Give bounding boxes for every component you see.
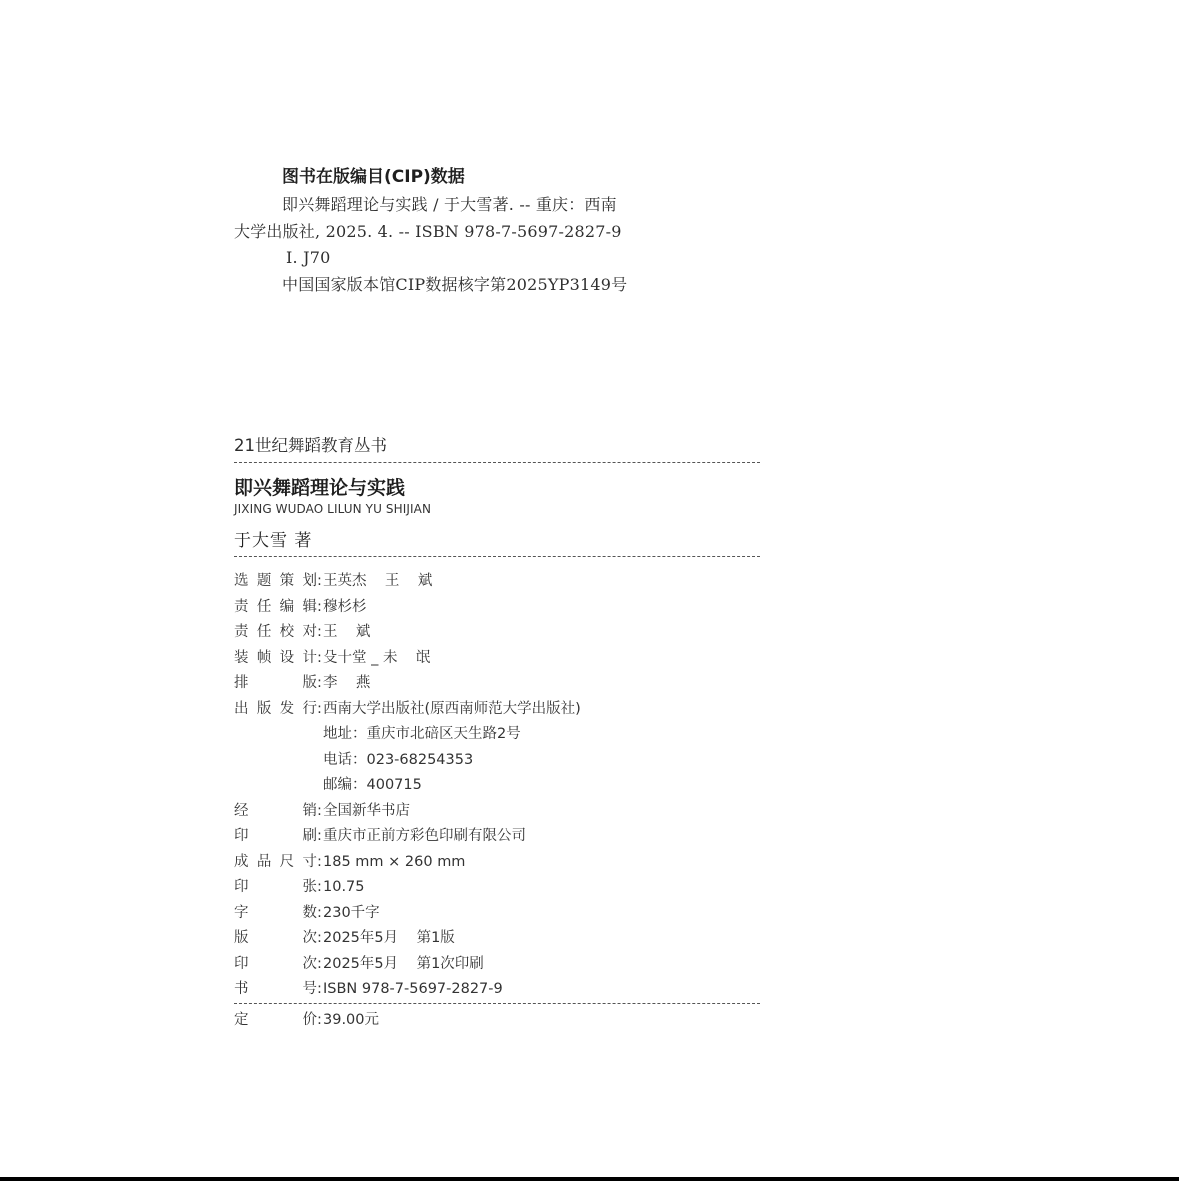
detail-value: 殳十堂 _ 未 氓: [323, 649, 431, 666]
imprint-details: [234, 569, 760, 1003]
cip-line-2: 大学出版社, 2025. 4. -- ISBN 978-7-5697-2827-9: [234, 221, 622, 241]
detail-value: 西南大学出版社(原西南师范大学出版社): [323, 700, 581, 717]
detail-label: 印 张: [234, 879, 317, 895]
detail-row-layout: 排 版:李 燕: [234, 671, 760, 697]
detail-row-edition: 版 次:2025年5月 第1版: [234, 926, 760, 952]
detail-row-design: 装帧设计:殳十堂 _ 未 氓: [234, 646, 760, 672]
detail-value: 穆杉杉: [323, 598, 367, 615]
detail-value: 10.75: [323, 879, 365, 895]
cip-line-4: 中国国家版本馆CIP数据核字第2025YP3149号: [282, 274, 628, 294]
divider: [234, 556, 760, 557]
detail-label: 书 号: [234, 981, 317, 997]
detail-row-distributor: 经 销:全国新华书店: [234, 799, 760, 825]
detail-value: ISBN 978-7-5697-2827-9: [323, 981, 503, 997]
detail-label: 定 价: [234, 1011, 317, 1028]
detail-row-size: 成品尺寸:185 mm × 260 mm: [234, 850, 760, 876]
detail-value: 王英杰 王 斌: [323, 573, 433, 589]
cip-title: 图书在版编目(CIP)数据: [282, 167, 465, 187]
publisher-postcode: 邮编：400715: [323, 777, 422, 793]
cip-line-3: Ⅰ. J70: [286, 248, 331, 267]
publisher-phone: 电话：023-68254353: [323, 751, 474, 768]
detail-value: 39.00元: [323, 1011, 380, 1028]
detail-row-impression: 印 次:2025年5月 第1次印刷: [234, 952, 760, 978]
detail-value: 230千字: [323, 904, 380, 921]
detail-row-isbn: 书 号:ISBN 978-7-5697-2827-9: [234, 977, 760, 1003]
imprint-block: [234, 430, 760, 1033]
detail-value: 2025年5月 第1版: [323, 930, 455, 946]
detail-row-proofreader: 责任校对:王 斌: [234, 620, 760, 646]
detail-label: 印 刷: [234, 828, 317, 844]
detail-label: 选题策划: [234, 573, 317, 589]
series-name: 21世纪舞蹈教育丛书: [234, 436, 387, 455]
publisher-address: 地址：重庆市北碚区天生路2号: [323, 726, 521, 742]
detail-row-topic: 选题策划:王英杰 王 斌: [234, 569, 760, 595]
bottom-border: [0, 1177, 1179, 1181]
detail-value: 2025年5月 第1次印刷: [323, 955, 484, 972]
detail-label: 印 次: [234, 955, 317, 972]
detail-row-price: 定 价:39.00元: [234, 1008, 760, 1034]
detail-value: 李 燕: [323, 675, 371, 691]
book-pinyin-title: JIXING WUDAO LILUN YU SHIJIAN: [234, 502, 432, 516]
detail-row-printer: 印 刷:重庆市正前方彩色印刷有限公司: [234, 824, 760, 850]
detail-label: 成品尺寸: [234, 853, 317, 870]
cip-line-1: 即兴舞蹈理论与实践 / 于大雪著. -- 重庆：西南: [282, 195, 617, 214]
detail-label: 装帧设计: [234, 649, 317, 666]
detail-row-words: 字 数:230千字: [234, 901, 760, 927]
detail-label: 版 次: [234, 930, 317, 946]
divider: [234, 462, 760, 463]
divider: [234, 1003, 760, 1004]
detail-label: 排 版: [234, 675, 317, 691]
detail-value: 全国新华书店: [323, 802, 410, 819]
detail-row-editor: 责任编辑:穆杉杉: [234, 595, 760, 621]
price-block: [234, 1008, 760, 1034]
detail-value: 王 斌: [323, 624, 371, 640]
detail-label: 字 数: [234, 904, 317, 921]
book-author: 于大雪 著: [234, 531, 313, 551]
detail-value: 185 mm × 260 mm: [323, 853, 466, 870]
detail-label: 经 销: [234, 802, 317, 819]
cip-data-block: [234, 162, 764, 298]
detail-row-publisher: 出版发行:西南大学出版社(原西南师范大学出版社): [234, 697, 760, 723]
detail-label: 责任编辑: [234, 598, 317, 615]
book-title: 即兴舞蹈理论与实践: [234, 477, 406, 499]
detail-value: 重庆市正前方彩色印刷有限公司: [323, 828, 526, 844]
detail-row-sheets: 印 张:10.75: [234, 875, 760, 901]
detail-label: 出版发行: [234, 700, 317, 717]
detail-label: 责任校对: [234, 624, 317, 640]
